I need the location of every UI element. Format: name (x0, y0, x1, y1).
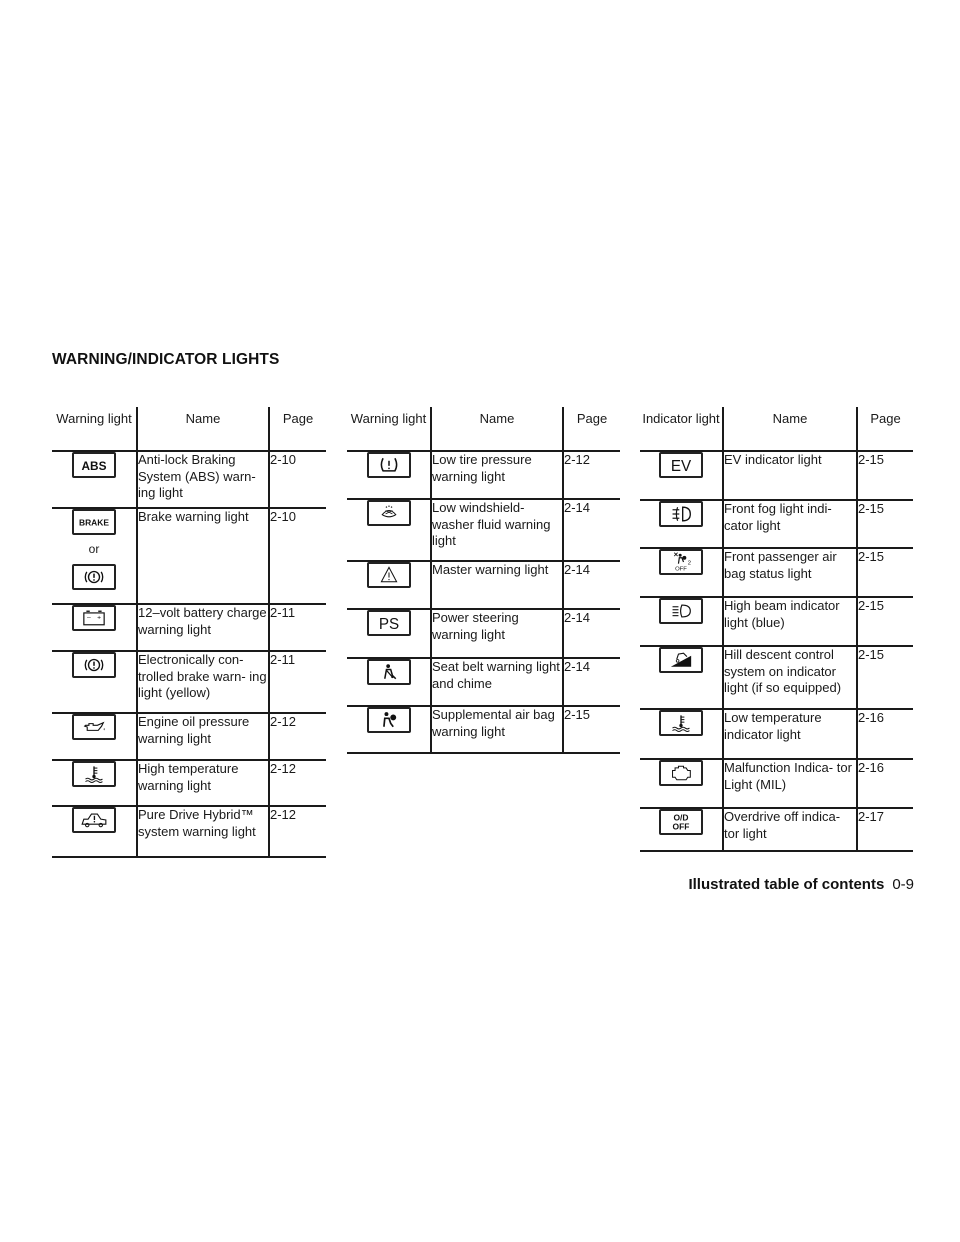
ps-icon-text: PS (378, 615, 399, 633)
table-row (347, 658, 620, 706)
warning-lights-table-1 (52, 407, 326, 858)
header-page: Page (269, 407, 326, 451)
row-page: 2-15 (857, 500, 913, 548)
row-page: 2-16 (857, 709, 913, 759)
row-name: Seat belt warning light and chime (431, 658, 563, 706)
table-row (640, 597, 913, 646)
row-name: Pure Drive Hybrid™ system warning light (137, 806, 269, 857)
passenger-airbag-off-text: OFF (675, 566, 687, 573)
table-row (640, 548, 913, 597)
section-title: WARNING/INDICATOR LIGHTS (52, 351, 280, 368)
passenger-airbag-off-icon (659, 549, 703, 575)
abs-icon-text: ABS (81, 459, 107, 474)
table-row (640, 500, 913, 548)
row-name: Front fog light indi- cator light (723, 500, 857, 548)
abs-icon (72, 452, 116, 478)
high-beam-icon (659, 598, 703, 624)
row-page: 2-15 (857, 548, 913, 597)
coolant-temp-icon (659, 710, 703, 736)
master-warning-icon (367, 562, 411, 588)
table-row (52, 651, 326, 713)
tire-pressure-icon (367, 452, 411, 478)
table-row (52, 760, 326, 806)
row-page: 2-14 (563, 561, 620, 609)
battery-icon (72, 605, 116, 631)
row-page: 2-12 (269, 806, 326, 857)
table-row (347, 561, 620, 609)
hill-descent-icon (659, 647, 703, 673)
row-name: Low temperature indicator light (723, 709, 857, 759)
footer-title: Illustrated table of contents (688, 876, 885, 893)
header-page: Page (563, 407, 620, 451)
row-name: EV indicator light (723, 451, 857, 500)
row-page: 2-15 (857, 646, 913, 709)
row-page: 2-11 (269, 604, 326, 651)
table-row (52, 713, 326, 760)
row-name: Hill descent control system on indicator light (if so equipped) (723, 646, 857, 709)
passenger-airbag-num: 2 (687, 560, 692, 567)
table-row (347, 609, 620, 658)
row-page: 2-11 (269, 651, 326, 713)
fog-light-icon (659, 501, 703, 527)
table-row (52, 604, 326, 651)
row-page: 2-15 (857, 597, 913, 646)
brake-circle-icon (72, 564, 116, 590)
brake-circle-icon (72, 652, 116, 678)
row-name: Anti-lock Braking System (ABS) warn- ing light (137, 451, 269, 508)
row-name: Engine oil pressure warning light (137, 713, 269, 760)
row-page: 2-14 (563, 609, 620, 658)
header-warning-light: Warning light (347, 407, 431, 451)
row-page: 2-15 (563, 706, 620, 753)
table-row (640, 808, 913, 851)
row-page: 2-12 (269, 713, 326, 760)
brake-text-icon (72, 509, 116, 535)
table-row (52, 451, 326, 508)
table-row (640, 709, 913, 759)
seat-belt-icon (367, 659, 411, 685)
ev-icon-text: EV (670, 457, 692, 475)
page-footer (688, 876, 914, 893)
oil-can-icon (72, 714, 116, 740)
table-row (347, 451, 620, 499)
row-name: 12–volt battery charge warning light (137, 604, 269, 651)
header-page: Page (857, 407, 913, 451)
od-bottom-text: OFF (672, 821, 690, 832)
row-name: Front passenger air bag status light (723, 548, 857, 597)
row-page: 2-16 (857, 759, 913, 808)
row-name: Low tire pressure warning light (431, 451, 563, 499)
row-name: Electronically con- trolled brake warn- ing light (yellow) (137, 651, 269, 713)
row-page: 2-17 (857, 808, 913, 851)
row-page: 2-12 (563, 451, 620, 499)
row-page: 2-12 (269, 760, 326, 806)
row-name: High temperature warning light (137, 760, 269, 806)
header-warning-light: Warning light (52, 407, 137, 451)
table-row (347, 706, 620, 753)
overdrive-off-icon (659, 809, 703, 835)
header-name: Name (137, 407, 269, 451)
table-row (640, 759, 913, 808)
header-name: Name (431, 407, 563, 451)
row-name: High beam indicator light (blue) (723, 597, 857, 646)
header-indicator-light: Indicator light (640, 407, 723, 451)
row-page: 2-14 (563, 658, 620, 706)
row-name: Master warning light (431, 561, 563, 609)
table-row (52, 806, 326, 857)
ev-icon (659, 452, 703, 478)
brake-icon-text: BRAKE (78, 517, 110, 528)
airbag-icon (367, 707, 411, 733)
hybrid-car-warning-icon (72, 807, 116, 833)
engine-check-icon (659, 760, 703, 786)
warning-lights-table-2 (347, 407, 620, 754)
table-row (640, 646, 913, 709)
header-name: Name (723, 407, 857, 451)
row-name: Power steering warning light (431, 609, 563, 658)
washer-fluid-icon (367, 500, 411, 526)
or-label: or (88, 542, 100, 556)
battery-plus: + (97, 614, 102, 622)
table-row (347, 499, 620, 561)
row-name: Supplemental air bag warning light (431, 706, 563, 753)
row-name: Brake warning light (137, 508, 269, 604)
row-name: Malfunction Indica- tor Light (MIL) (723, 759, 857, 808)
row-page: 2-10 (269, 451, 326, 508)
row-name: Low windshield- washer fluid warning light (431, 499, 563, 561)
od-top-text: O/D (673, 812, 689, 823)
row-page: 2-14 (563, 499, 620, 561)
row-page: 2-15 (857, 451, 913, 500)
indicator-lights-table (640, 407, 913, 852)
table-row (640, 451, 913, 500)
coolant-temp-icon (72, 761, 116, 787)
footer-page-number: 0-9 (892, 876, 914, 893)
row-name: Overdrive off indica- tor light (723, 808, 857, 851)
row-page: 2-10 (269, 508, 326, 604)
battery-minus: – (87, 614, 91, 622)
table-row (52, 508, 326, 604)
power-steering-icon (367, 610, 411, 636)
